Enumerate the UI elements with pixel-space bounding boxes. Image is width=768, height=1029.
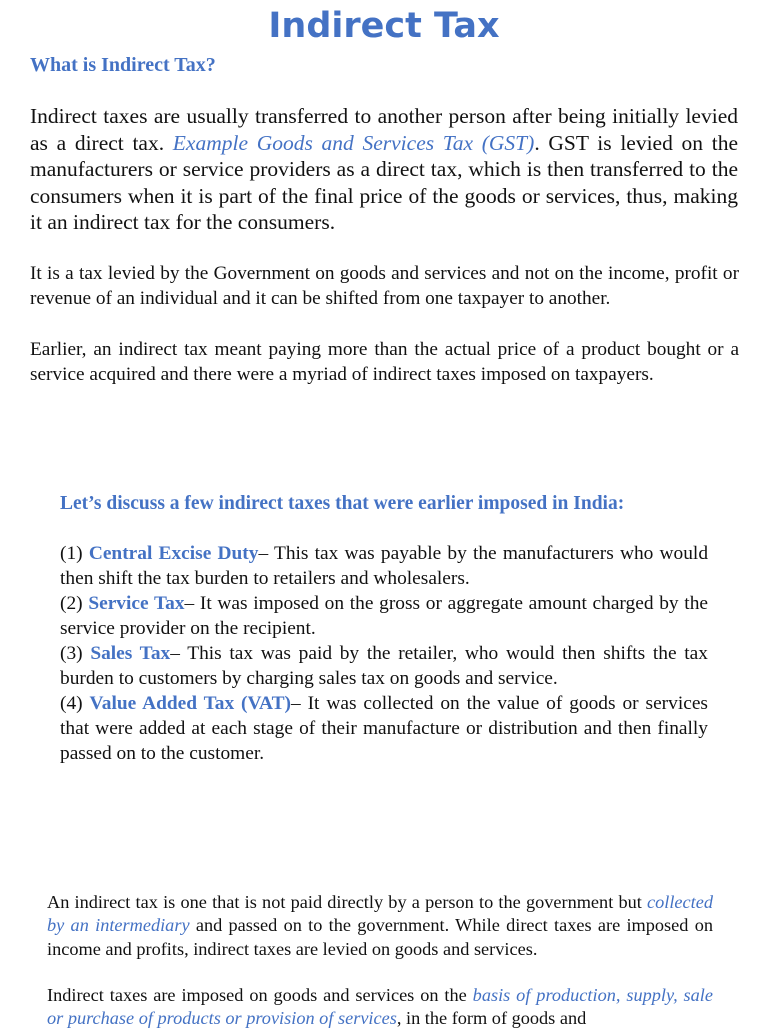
intro-paragraph xyxy=(30,103,738,236)
intermediary-paragraph xyxy=(47,891,713,961)
tax-description: – It was imposed on the gross or aggregate amount charged by the service provider on the recipient. xyxy=(60,593,708,639)
tax-description: – This tax was paid by the retailer, who would then shifts the tax burden to customers by charging sales tax on goods and service. xyxy=(60,643,708,689)
tax-description: – This tax was payable by the manufacturers who would then shift the tax burden to retailers and wholesalers. xyxy=(60,543,709,589)
list-item xyxy=(60,691,708,766)
list-item-number: (2) xyxy=(60,593,89,614)
page-title: Indirect Tax xyxy=(268,6,500,46)
history-paragraph: Earlier, an indirect tax meant paying more than the actual price of a product bought or a service acquired and there were a myriad of indirect taxes imposed on taxpayers. xyxy=(30,339,739,385)
gst-example-link[interactable]: Example Goods and Services Tax (GST) xyxy=(172,130,535,155)
imposition-basis-link[interactable]: basis of production, supply, sale or purchase of products or provision of services xyxy=(47,985,713,1028)
tax-name: Value Added Tax (VAT) xyxy=(89,693,291,714)
tax-name: Sales Tax xyxy=(90,643,171,664)
imposition-basis-paragraph xyxy=(47,984,713,1029)
tax-description: – It was collected on the value of goods or services that were added at each stage of their manufacture or distribution and then finally passed on to the customer. xyxy=(60,693,708,764)
intermediary-text-after: and passed on to the government. While direct taxes are imposed on income and profits, indirect taxes are levied on goods and services. xyxy=(47,915,714,959)
intro-text-after: . GST is levied on the manufacturers or service providers as a direct tax, which is then transferred to the consumers when it is part of the final price of the goods or services, thus, making it an indirect tax for the consumers. xyxy=(30,130,738,235)
list-item-number: (1) xyxy=(60,543,89,564)
list-item xyxy=(60,541,708,591)
earlier-taxes-list xyxy=(60,541,708,766)
intro-text-before: Indirect taxes are usually transferred to another person after being initially levied as a direct tax. xyxy=(30,104,738,155)
intermediary-link[interactable]: collected by an intermediary xyxy=(47,892,713,936)
what-is-indirect-tax-heading: What is Indirect Tax? xyxy=(30,54,216,76)
list-item xyxy=(60,591,708,641)
list-item xyxy=(60,641,708,691)
tax-name: Central Excise Duty xyxy=(88,543,259,564)
tax-name: Service Tax xyxy=(88,593,185,614)
imposition-text-before: Indirect taxes are imposed on goods and services on the xyxy=(47,985,473,1005)
list-item-number: (3) xyxy=(60,643,91,664)
definition-paragraph: It is a tax levied by the Government on goods and services and not on the income, profit or revenue of an individual and it can be shifted from one taxpayer to another. xyxy=(30,263,739,309)
list-item-number: (4) xyxy=(60,693,90,714)
intermediary-text-before: An indirect tax is one that is not paid directly by a person to the government but xyxy=(47,892,648,912)
earlier-taxes-heading: Let’s discuss a few indirect taxes that were earlier imposed in India: xyxy=(60,493,625,514)
imposition-text-after: , in the form of goods and xyxy=(396,1007,587,1028)
